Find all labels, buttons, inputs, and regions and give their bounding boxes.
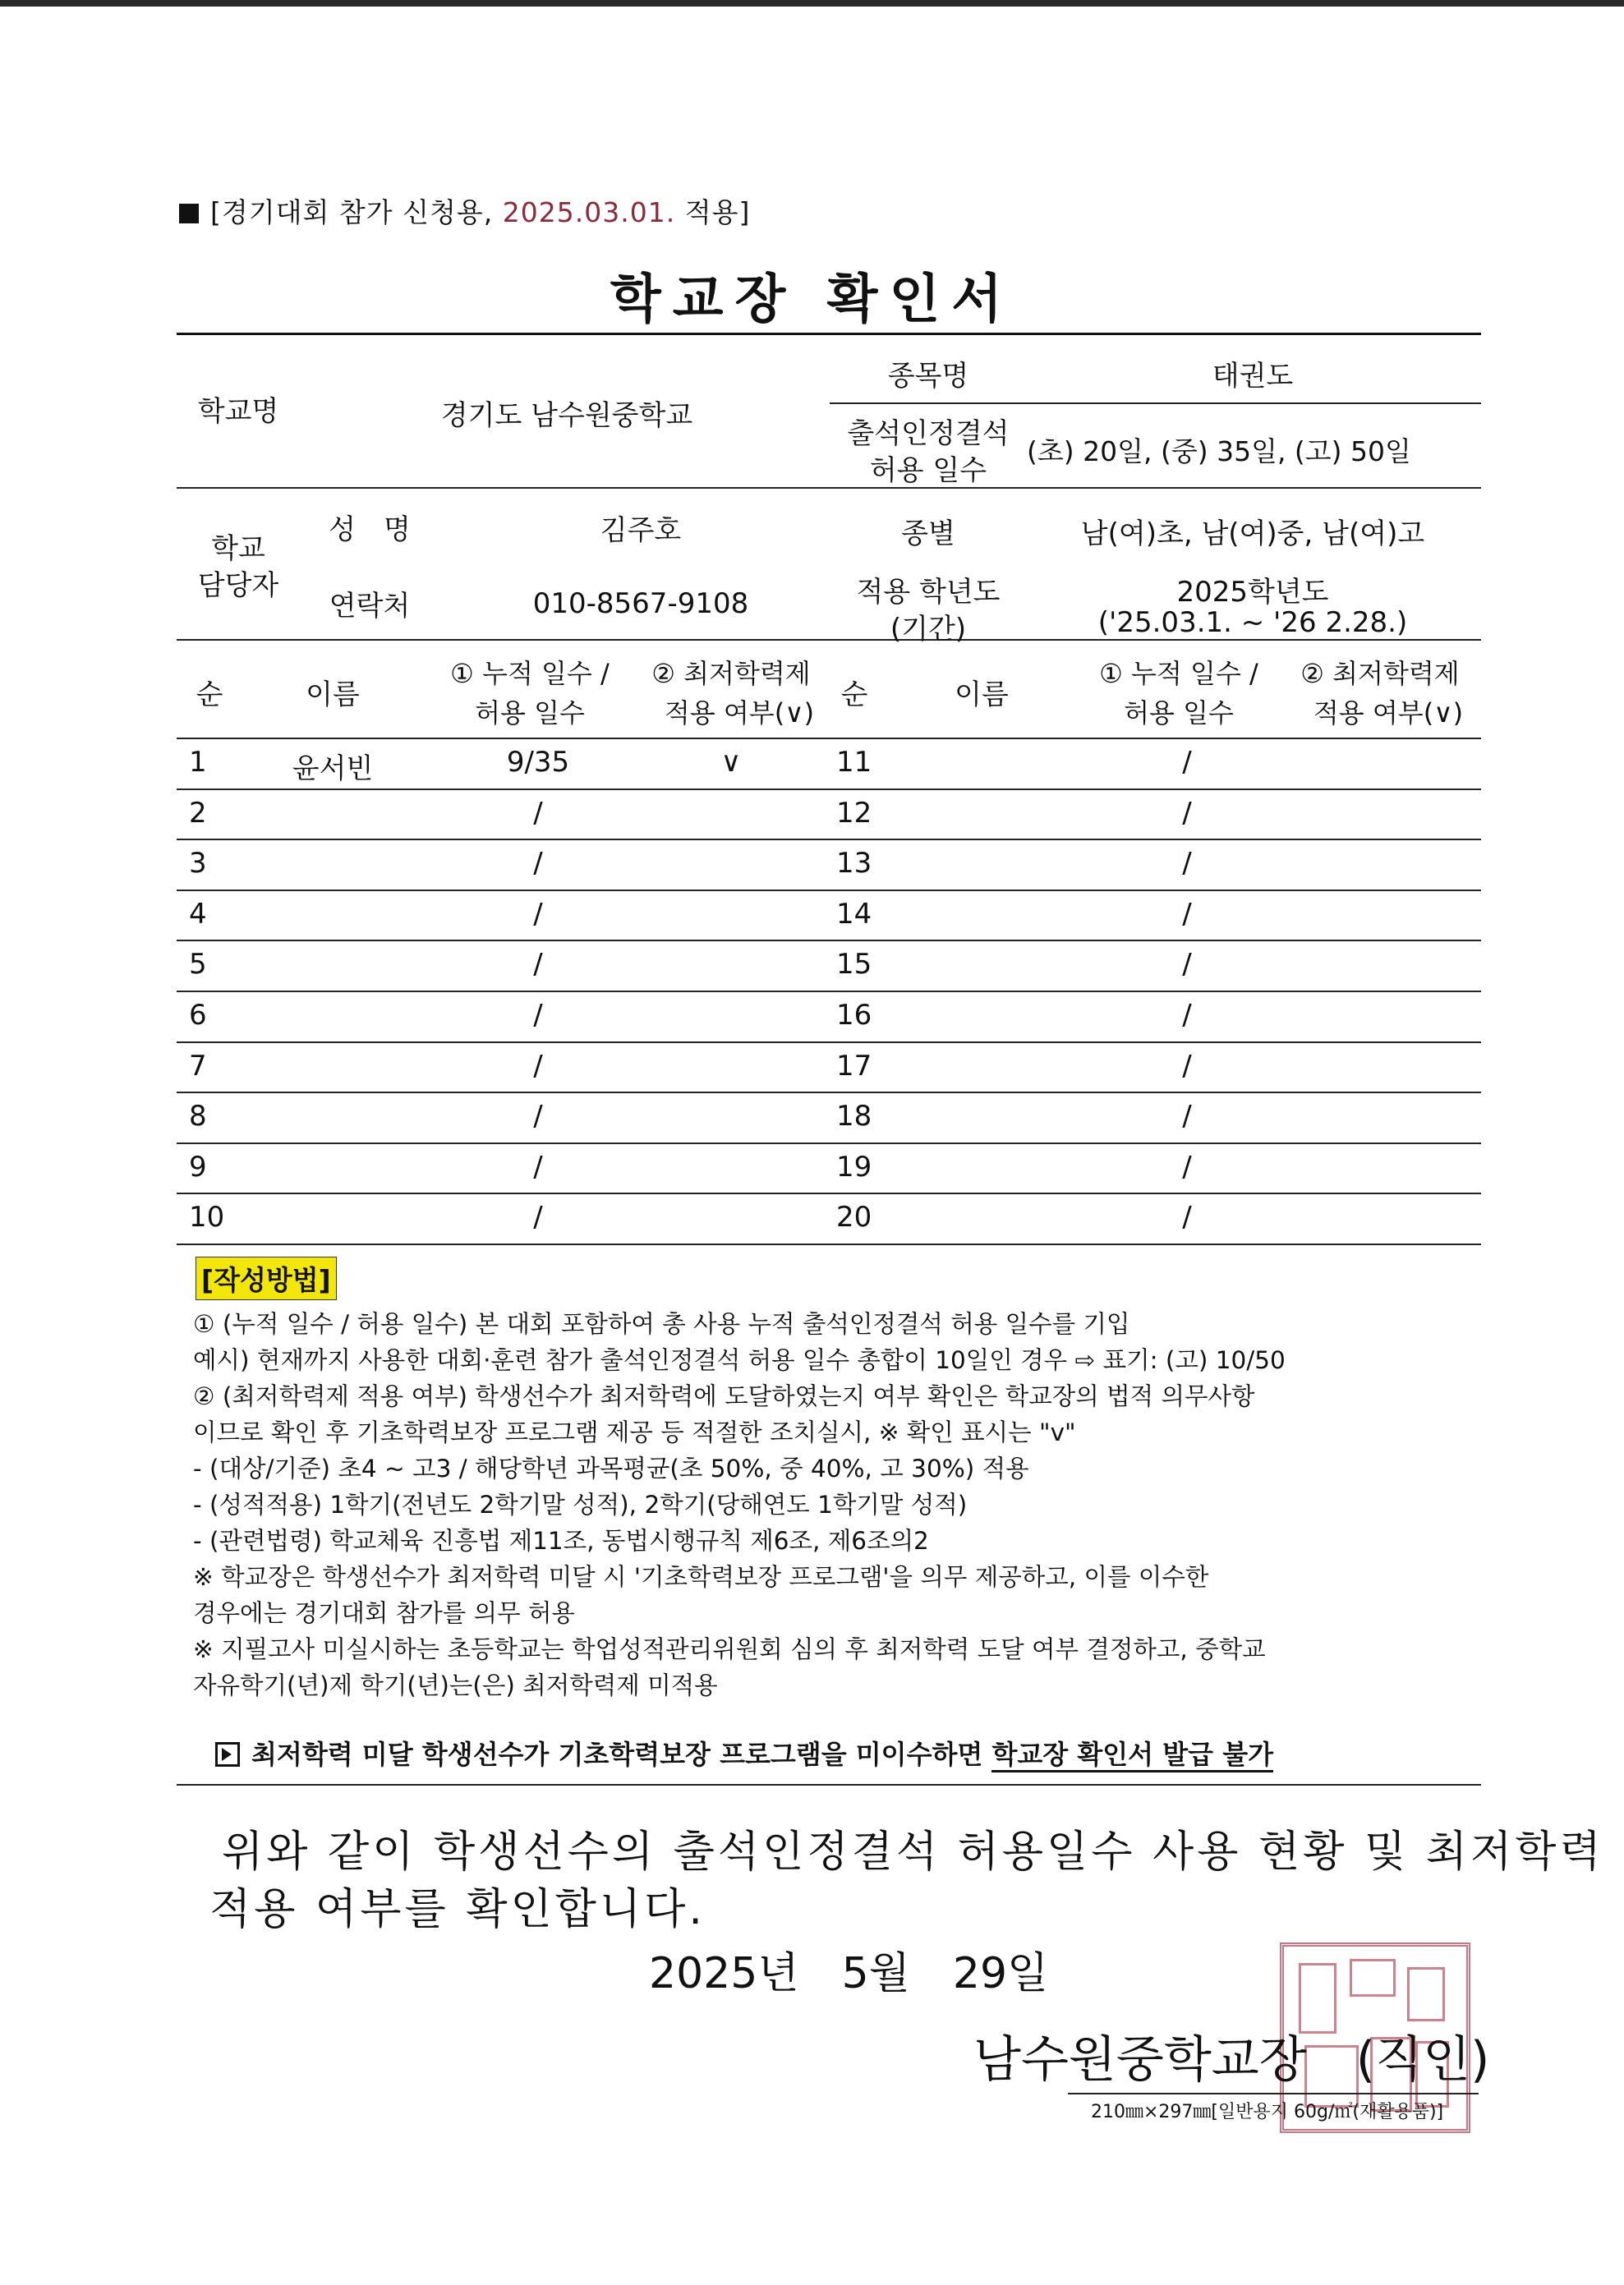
year-value-2: ('25.03.1. ~ '26 2.28.) [1097, 606, 1408, 639]
row-days: / [1182, 897, 1192, 931]
document-title: 학교장 확인서 [610, 269, 1014, 330]
row-no: 1 [189, 746, 207, 779]
row-no: 9 [189, 1150, 207, 1184]
col-name-right: 이름 [955, 678, 1009, 711]
row-days: / [533, 1150, 543, 1184]
row-days: / [1182, 796, 1192, 830]
guide-text [193, 1306, 1474, 1717]
form-usage-note [179, 191, 750, 230]
confirm-line-1: 위와 같이 학생선수의 출석인정결석 허용일수 사용 현황 및 최저학력 [222, 1828, 1604, 1877]
guide-line: ※ 학교장은 학생선수가 최저학력 미달 시 '기초학력보장 프로그램'을 의무 제공하고, 이를 이수한 [193, 1563, 1209, 1591]
guide-line: - (대상/기준) 초4 ~ 고3 / 해당학년 과목평균(초 50%, 중 40%, 고 30%) 적용 [193, 1455, 1029, 1483]
sport-value: 태권도 [1212, 360, 1294, 393]
row-days: / [1182, 999, 1192, 1032]
usage-suffix: 적용] [684, 196, 751, 228]
final-notice-underline: 학교장 확인서 발급 불가 [991, 1739, 1273, 1772]
col-days-left-1: ① 누적 일수 / [450, 658, 610, 689]
rule [177, 1784, 1481, 1786]
row-days: / [1182, 1201, 1192, 1234]
rule [177, 839, 1481, 840]
guide-line: 이므로 확인 후 기초학력보장 프로그램 제공 등 적절한 조치실시, ※ 확인 표시는 "v" [193, 1418, 1076, 1446]
rule [177, 1193, 1481, 1194]
col-min-right-2: 적용 여부(∨) [1313, 697, 1464, 729]
row-days: / [533, 796, 543, 830]
usage-prefix: [경기대회 참가 신청용, [210, 196, 494, 228]
row-no: 8 [189, 1100, 207, 1133]
rule [177, 738, 1481, 739]
rule [177, 333, 1481, 335]
final-notice-text: 최저학력 미달 학생선수가 기초학력보장 프로그램을 미이수하면 [251, 1739, 983, 1770]
row-days: / [533, 999, 543, 1032]
school-label: 학교명 [197, 395, 279, 428]
rule [177, 1041, 1481, 1043]
row-no: 16 [836, 999, 872, 1032]
row-no: 11 [836, 746, 872, 779]
guide-line: 예시) 현재까지 사용한 대회·훈련 참가 출석인정결석 허용 일수 총합이 10일인 경우 ⇨ 표기: (고) 10/50 [193, 1346, 1286, 1374]
allowed-label-1: 출석인정결석 [847, 417, 1010, 450]
row-no: 15 [836, 948, 872, 982]
rule [830, 402, 1481, 404]
school-value: 경기도 남수원중학교 [440, 399, 693, 432]
guide-line: ① (누적 일수 / 허용 일수) 본 대회 포함하여 총 사용 누적 출석인정결석 허용 일수를 기입 [193, 1310, 1130, 1338]
rule [177, 991, 1481, 992]
row-no: 13 [836, 847, 872, 880]
rule [177, 890, 1481, 891]
col-name-left: 이름 [306, 678, 360, 711]
confirm-line-2: 적용 여부를 확인합니다. [209, 1885, 706, 1934]
row-no: 17 [836, 1049, 872, 1083]
manager-label-2: 담당자 [197, 569, 279, 602]
contact-label: 연락처 [329, 590, 411, 623]
col-days-right-2: 허용 일수 [1124, 697, 1234, 729]
rule [177, 788, 1481, 790]
bullet-square-icon [179, 204, 199, 223]
row-days: / [1182, 1100, 1192, 1133]
sport-label: 종목명 [887, 360, 969, 393]
row-days: / [533, 1049, 543, 1083]
row-check: ∨ [720, 746, 742, 779]
rule [177, 940, 1481, 941]
row-no: 3 [189, 847, 207, 880]
col-days-left-2: 허용 일수 [475, 697, 585, 729]
rule [1068, 2093, 1479, 2094]
row-days: 9/35 [506, 746, 570, 779]
row-no: 18 [836, 1100, 872, 1133]
person-name-value: 김주호 [600, 514, 682, 547]
row-no: 7 [189, 1049, 207, 1083]
category-value: 남(여)초, 남(여)중, 남(여)고 [1080, 517, 1425, 550]
col-days-right-1: ① 누적 일수 / [1099, 658, 1258, 689]
person-name-label: 성 명 [329, 513, 411, 546]
col-no-right: 순 [840, 678, 868, 711]
allowed-label-2: 허용 일수 [869, 454, 987, 487]
row-no: 14 [836, 897, 872, 931]
guide-line: ② (최저학력제 적용 여부) 학생선수가 최저학력에 도달하였는지 여부 확인은 학교장의 법적 의무사항 [193, 1382, 1255, 1410]
row-days: / [533, 1201, 543, 1234]
row-days: / [1182, 1150, 1192, 1184]
row-days: / [533, 847, 543, 880]
row-days: / [533, 897, 543, 931]
contact-value: 010-8567-9108 [532, 587, 749, 620]
row-no: 19 [836, 1150, 872, 1184]
confirm-date: 2025년 5월 29일 [649, 1949, 1049, 1998]
manager-label-1: 학교 [211, 532, 265, 565]
paper-spec: 210㎜×297㎜[일반용지 60g/㎡(재활용품)] [1091, 2102, 1444, 2122]
row-no: 6 [189, 999, 207, 1032]
arrow-box-icon [215, 1742, 240, 1767]
guide-line: 경우에는 경기대회 참가를 의무 허용 [193, 1599, 575, 1627]
guide-line: 자유학기(년)제 학기(년)는(은) 최저학력제 미적용 [193, 1671, 718, 1699]
row-days: / [1182, 746, 1192, 779]
year-label-2: (기간) [890, 613, 967, 646]
signer: 남수원중학교장 (직인) [973, 2031, 1490, 2089]
row-no: 5 [189, 948, 207, 982]
guide-line: ※ 지필고사 미실시하는 초등학교는 학업성적관리위원회 심의 후 최저학력 도달 여부 결정하고, 중학교 [193, 1635, 1266, 1663]
col-no-left: 순 [196, 678, 223, 711]
guide-line: - (성적적용) 1학기(전년도 2학기말 성적), 2학기(당해연도 1학기말 성적) [193, 1491, 968, 1519]
row-no: 2 [189, 796, 207, 830]
row-no: 4 [189, 897, 207, 931]
year-label-1: 적용 학년도 [856, 576, 1001, 609]
row-days: / [533, 1100, 543, 1133]
row-days: / [1182, 948, 1192, 982]
row-days: / [1182, 847, 1192, 880]
year-value-1: 2025학년도 [1176, 576, 1329, 609]
rule [177, 1142, 1481, 1144]
row-name: 윤서빈 [292, 752, 374, 785]
col-min-left-1: ② 최저학력제 [651, 658, 811, 689]
row-no: 20 [836, 1201, 872, 1234]
row-days: / [1182, 1049, 1192, 1083]
row-no: 10 [189, 1201, 225, 1234]
guide-line: - (관련법령) 학교체육 진흥법 제11조, 동법시행규칙 제6조, 제6조의2 [193, 1527, 929, 1555]
row-no: 12 [836, 796, 872, 830]
rule [177, 1244, 1481, 1245]
col-min-left-2: 적용 여부(∨) [664, 697, 815, 729]
category-label: 종별 [901, 517, 955, 550]
rule [177, 1092, 1481, 1093]
allowed-days-value: (초) 20일, (중) 35일, (고) 50일 [1027, 435, 1411, 467]
guide-heading: [작성방법] [196, 1257, 337, 1300]
apply-date: 2025.03.01. [502, 196, 676, 228]
row-days: / [533, 948, 543, 982]
final-notice [215, 1734, 1273, 1772]
scan-edge [0, 0, 1624, 7]
col-min-right-1: ② 최저학력제 [1300, 658, 1460, 689]
